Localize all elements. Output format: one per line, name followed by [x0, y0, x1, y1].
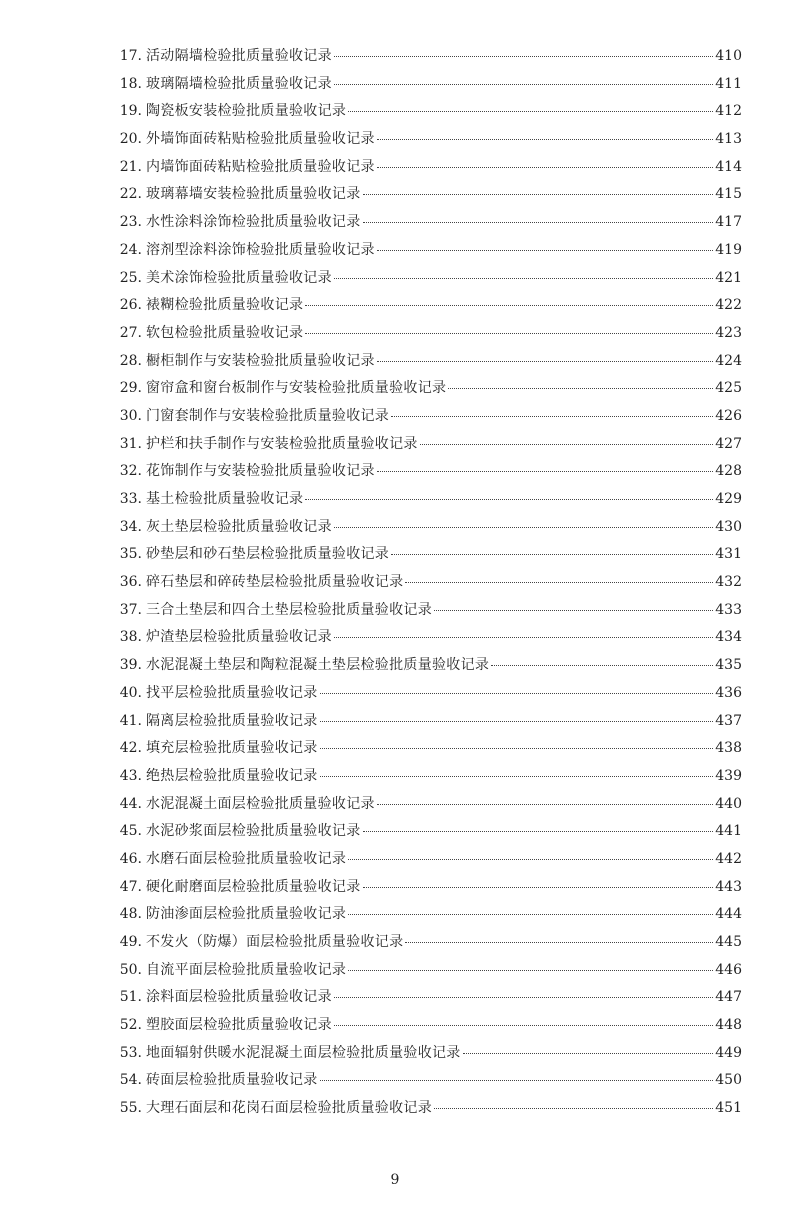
toc-entry-page: 429: [715, 491, 742, 507]
toc-entry-title: 水泥混凝土垫层和陶粒混凝土垫层检验批质量验收记录: [146, 657, 490, 674]
dot-leader: [363, 831, 714, 832]
dot-leader: [377, 471, 713, 472]
toc-entry-page: 423: [715, 324, 742, 341]
toc-entry-title: 地面辐射供暖水泥混凝土面层检验批质量验收记录: [146, 1044, 461, 1061]
toc-entry-number: 36.: [119, 574, 142, 591]
toc-entry-number: 55.: [119, 1100, 142, 1117]
toc-entry-number: 53.: [119, 1044, 142, 1061]
toc-entry[interactable]: [110, 737, 742, 765]
toc-entry-number: 35.: [119, 546, 142, 563]
toc-entry-number: 34.: [119, 518, 142, 535]
dot-leader: [391, 554, 713, 555]
toc-entry-title: 玻璃隔墙检验批质量验收记录: [146, 75, 332, 92]
toc-entry[interactable]: [110, 1042, 742, 1070]
toc-entry-number: 33.: [119, 491, 142, 507]
toc-entry-title: 大理石面层和花岗石面层检验批质量验收记录: [146, 1100, 432, 1117]
dot-leader: [320, 693, 714, 694]
toc-entry-title: 水性涂料涂饰检验批质量验收记录: [146, 214, 361, 231]
dot-leader: [305, 305, 713, 306]
toc-entry-page: 417: [715, 214, 742, 231]
toc-entry-number: 19.: [119, 103, 142, 120]
toc-entry-page: 435: [715, 657, 742, 674]
toc-entry-title: 水磨石面层检验批质量验收记录: [146, 850, 347, 867]
toc-entry[interactable]: [110, 211, 742, 239]
dot-leader: [405, 942, 713, 943]
toc-entry[interactable]: [110, 267, 742, 295]
toc-entry-page: 414: [715, 158, 742, 175]
toc-entry-title: 溶剂型涂料涂饰检验批质量验收记录: [146, 241, 375, 258]
dot-leader: [405, 582, 713, 583]
toc-entry[interactable]: [110, 848, 742, 876]
dot-leader: [391, 416, 713, 417]
toc-entry-title: 砖面层检验批质量验收记录: [146, 1072, 318, 1089]
table-of-contents: [110, 45, 742, 1125]
toc-entry[interactable]: [110, 793, 742, 821]
dot-leader: [334, 56, 713, 57]
dot-leader: [377, 804, 713, 805]
toc-entry-page: 449: [715, 1044, 742, 1061]
toc-entry-title: 花饰制作与安装检验批质量验收记录: [146, 463, 375, 480]
toc-entry-page: 443: [715, 878, 742, 895]
toc-entry-page: 410: [715, 48, 742, 64]
toc-entry-number: 20.: [119, 131, 142, 148]
toc-entry-number: 54.: [119, 1072, 142, 1089]
toc-entry-page: 436: [715, 684, 742, 701]
toc-entry-page: 413: [715, 131, 742, 148]
toc-entry[interactable]: [110, 931, 742, 959]
toc-entry-title: 不发火（防爆）面层检验批质量验收记录: [146, 934, 404, 950]
toc-entry-title: 内墙饰面砖粘贴检验批质量验收记录: [146, 158, 375, 175]
dot-leader: [463, 1053, 714, 1054]
toc-entry-page: 431: [715, 546, 742, 563]
toc-entry[interactable]: [110, 682, 742, 710]
dot-leader: [320, 776, 714, 777]
toc-entry[interactable]: [110, 294, 742, 322]
toc-entry-title: 门窗套制作与安装检验批质量验收记录: [146, 407, 390, 424]
toc-entry[interactable]: [110, 1097, 742, 1125]
toc-entry-page: 448: [715, 1017, 742, 1034]
dot-leader: [334, 84, 713, 85]
toc-entry[interactable]: [110, 183, 742, 211]
toc-entry[interactable]: [110, 405, 742, 433]
toc-entry[interactable]: [110, 322, 742, 350]
toc-entry-number: 43.: [119, 767, 142, 784]
toc-entry-number: 32.: [119, 463, 142, 480]
dot-leader: [491, 665, 713, 666]
toc-entry-title: 填充层检验批质量验收记录: [146, 740, 318, 757]
toc-entry-number: 29.: [119, 380, 142, 397]
toc-entry[interactable]: [110, 156, 742, 184]
toc-entry-page: 427: [715, 435, 742, 452]
toc-entry-page: 447: [715, 989, 742, 1006]
toc-entry-page: 437: [715, 712, 742, 729]
dot-leader: [305, 499, 713, 500]
dot-leader: [334, 527, 713, 528]
toc-entry-page: 419: [715, 241, 742, 258]
toc-entry-number: 23.: [119, 214, 142, 231]
toc-entry-page: 445: [715, 934, 742, 950]
toc-entry[interactable]: [110, 488, 742, 516]
toc-entry-title: 涂料面层检验批质量验收记录: [146, 989, 332, 1006]
toc-entry-page: 432: [715, 574, 742, 591]
toc-entry[interactable]: [110, 1069, 742, 1097]
toc-entry-number: 48.: [119, 906, 142, 923]
toc-entry-title: 橱柜制作与安装检验批质量验收记录: [146, 352, 375, 369]
dot-leader: [363, 887, 714, 888]
toc-entry[interactable]: [110, 599, 742, 627]
dot-leader: [377, 250, 713, 251]
dot-leader: [434, 1108, 713, 1109]
toc-entry-page: 426: [715, 407, 742, 424]
dot-leader: [377, 361, 713, 362]
toc-entry-title: 玻璃幕墙安装检验批质量验收记录: [146, 186, 361, 203]
toc-entry-title: 自流平面层检验批质量验收记录: [146, 961, 347, 978]
toc-entry-number: 41.: [119, 712, 142, 729]
toc-entry-number: 52.: [119, 1017, 142, 1034]
toc-entry[interactable]: [110, 45, 742, 73]
toc-entry-number: 21.: [119, 158, 142, 175]
toc-entry-page: 438: [715, 740, 742, 757]
toc-entry-page: 433: [715, 601, 742, 618]
dot-leader: [377, 139, 713, 140]
toc-entry-title: 硬化耐磨面层检验批质量验收记录: [146, 878, 361, 895]
toc-entry[interactable]: [110, 460, 742, 488]
dot-leader: [320, 1080, 714, 1081]
toc-entry-number: 46.: [119, 850, 142, 867]
dot-leader: [363, 222, 714, 223]
toc-entry-page: 440: [715, 795, 742, 812]
toc-entry-page: 446: [715, 961, 742, 978]
toc-entry[interactable]: [110, 350, 742, 378]
toc-entry-number: 50.: [119, 961, 142, 978]
toc-entry[interactable]: [110, 959, 742, 987]
dot-leader: [334, 1025, 713, 1026]
toc-entry-number: 17.: [119, 48, 142, 64]
dot-leader: [377, 167, 713, 168]
dot-leader: [420, 444, 714, 445]
toc-entry-number: 38.: [119, 629, 142, 646]
dot-leader: [334, 278, 713, 279]
toc-entry-title: 水泥混凝土面层检验批质量验收记录: [146, 795, 375, 812]
toc-entry[interactable]: [110, 128, 742, 156]
toc-entry-number: 26.: [119, 297, 142, 314]
toc-entry-page: 412: [715, 103, 742, 120]
toc-entry-number: 25.: [119, 269, 142, 286]
toc-entry-title: 找平层检验批质量验收记录: [146, 684, 318, 701]
toc-entry-page: 411: [715, 75, 742, 92]
toc-entry-number: 49.: [119, 934, 142, 950]
toc-entry-number: 51.: [119, 989, 142, 1006]
toc-entry-page: 441: [715, 823, 742, 840]
toc-entry-page: 450: [715, 1072, 742, 1089]
toc-entry-page: 439: [715, 767, 742, 784]
toc-entry-title: 护栏和扶手制作与安装检验批质量验收记录: [146, 435, 418, 452]
dot-leader: [348, 859, 713, 860]
toc-entry-page: 424: [715, 352, 742, 369]
toc-entry-number: 42.: [119, 740, 142, 757]
toc-entry-title: 绝热层检验批质量验收记录: [146, 767, 318, 784]
toc-entry[interactable]: [110, 710, 742, 738]
toc-entry-number: 37.: [119, 601, 142, 618]
toc-entry-page: 421: [715, 269, 742, 286]
toc-entry[interactable]: [110, 986, 742, 1014]
toc-entry[interactable]: [110, 377, 742, 405]
toc-entry-page: 434: [715, 629, 742, 646]
toc-entry-title: 基土检验批质量验收记录: [146, 491, 304, 507]
toc-entry[interactable]: [110, 516, 742, 544]
toc-entry-page: 430: [715, 518, 742, 535]
toc-entry-number: 24.: [119, 241, 142, 258]
dot-leader: [348, 914, 713, 915]
toc-entry-title: 活动隔墙检验批质量验收记录: [146, 48, 332, 64]
toc-entry-title: 陶瓷板安装检验批质量验收记录: [146, 103, 347, 120]
toc-entry-number: 47.: [119, 878, 142, 895]
toc-entry-page: 415: [715, 186, 742, 203]
toc-entry[interactable]: [110, 100, 742, 128]
toc-entry[interactable]: [110, 626, 742, 654]
toc-entry-number: 18.: [119, 75, 142, 92]
toc-entry-page: 425: [715, 380, 742, 397]
toc-entry-number: 39.: [119, 657, 142, 674]
toc-entry-title: 碎石垫层和碎砖垫层检验批质量验收记录: [146, 574, 404, 591]
toc-entry[interactable]: [110, 1014, 742, 1042]
toc-entry-number: 45.: [119, 823, 142, 840]
toc-entry-page: 444: [715, 906, 742, 923]
dot-leader: [434, 610, 713, 611]
toc-entry-page: 451: [715, 1100, 742, 1117]
toc-entry[interactable]: [110, 876, 742, 904]
toc-entry-title: 灰土垫层检验批质量验收记录: [146, 518, 332, 535]
toc-entry-title: 水泥砂浆面层检验批质量验收记录: [146, 823, 361, 840]
toc-entry-title: 塑胶面层检验批质量验收记录: [146, 1017, 332, 1034]
toc-entry[interactable]: [110, 571, 742, 599]
toc-entry-title: 窗帘盒和窗台板制作与安装检验批质量验收记录: [146, 380, 447, 397]
toc-entry-title: 美术涂饰检验批质量验收记录: [146, 269, 332, 286]
page-number: 9: [390, 1172, 400, 1188]
toc-entry[interactable]: [110, 903, 742, 931]
toc-entry-title: 裱糊检验批质量验收记录: [146, 297, 304, 314]
toc-entry-number: 40.: [119, 684, 142, 701]
toc-entry[interactable]: [110, 239, 742, 267]
toc-entry-number: 30.: [119, 407, 142, 424]
toc-entry-number: 22.: [119, 186, 142, 203]
dot-leader: [334, 997, 713, 998]
dot-leader: [448, 388, 713, 389]
toc-entry-page: 442: [715, 850, 742, 867]
toc-entry-number: 27.: [119, 324, 142, 341]
dot-leader: [348, 111, 713, 112]
toc-entry-title: 隔离层检验批质量验收记录: [146, 712, 318, 729]
toc-entry[interactable]: [110, 654, 742, 682]
toc-entry-number: 31.: [119, 435, 142, 452]
toc-entry[interactable]: [110, 73, 742, 101]
toc-entry[interactable]: [110, 433, 742, 461]
toc-entry[interactable]: [110, 765, 742, 793]
toc-entry-page: 428: [715, 463, 742, 480]
dot-leader: [320, 721, 714, 722]
toc-entry-number: 28.: [119, 352, 142, 369]
toc-entry-number: 44.: [119, 795, 142, 812]
toc-entry-title: 软包检验批质量验收记录: [146, 324, 304, 341]
toc-entry-title: 防油渗面层检验批质量验收记录: [146, 906, 347, 923]
dot-leader: [363, 194, 714, 195]
toc-entry[interactable]: [110, 543, 742, 571]
dot-leader: [334, 637, 713, 638]
toc-entry-title: 外墙饰面砖粘贴检验批质量验收记录: [146, 131, 375, 148]
dot-leader: [348, 970, 713, 971]
toc-entry-title: 三合土垫层和四合土垫层检验批质量验收记录: [146, 601, 432, 618]
dot-leader: [320, 748, 714, 749]
toc-entry[interactable]: [110, 820, 742, 848]
toc-entry-title: 炉渣垫层检验批质量验收记录: [146, 629, 332, 646]
dot-leader: [305, 333, 713, 334]
toc-entry-page: 422: [715, 297, 742, 314]
toc-entry-title: 砂垫层和砂石垫层检验批质量验收记录: [146, 546, 390, 563]
